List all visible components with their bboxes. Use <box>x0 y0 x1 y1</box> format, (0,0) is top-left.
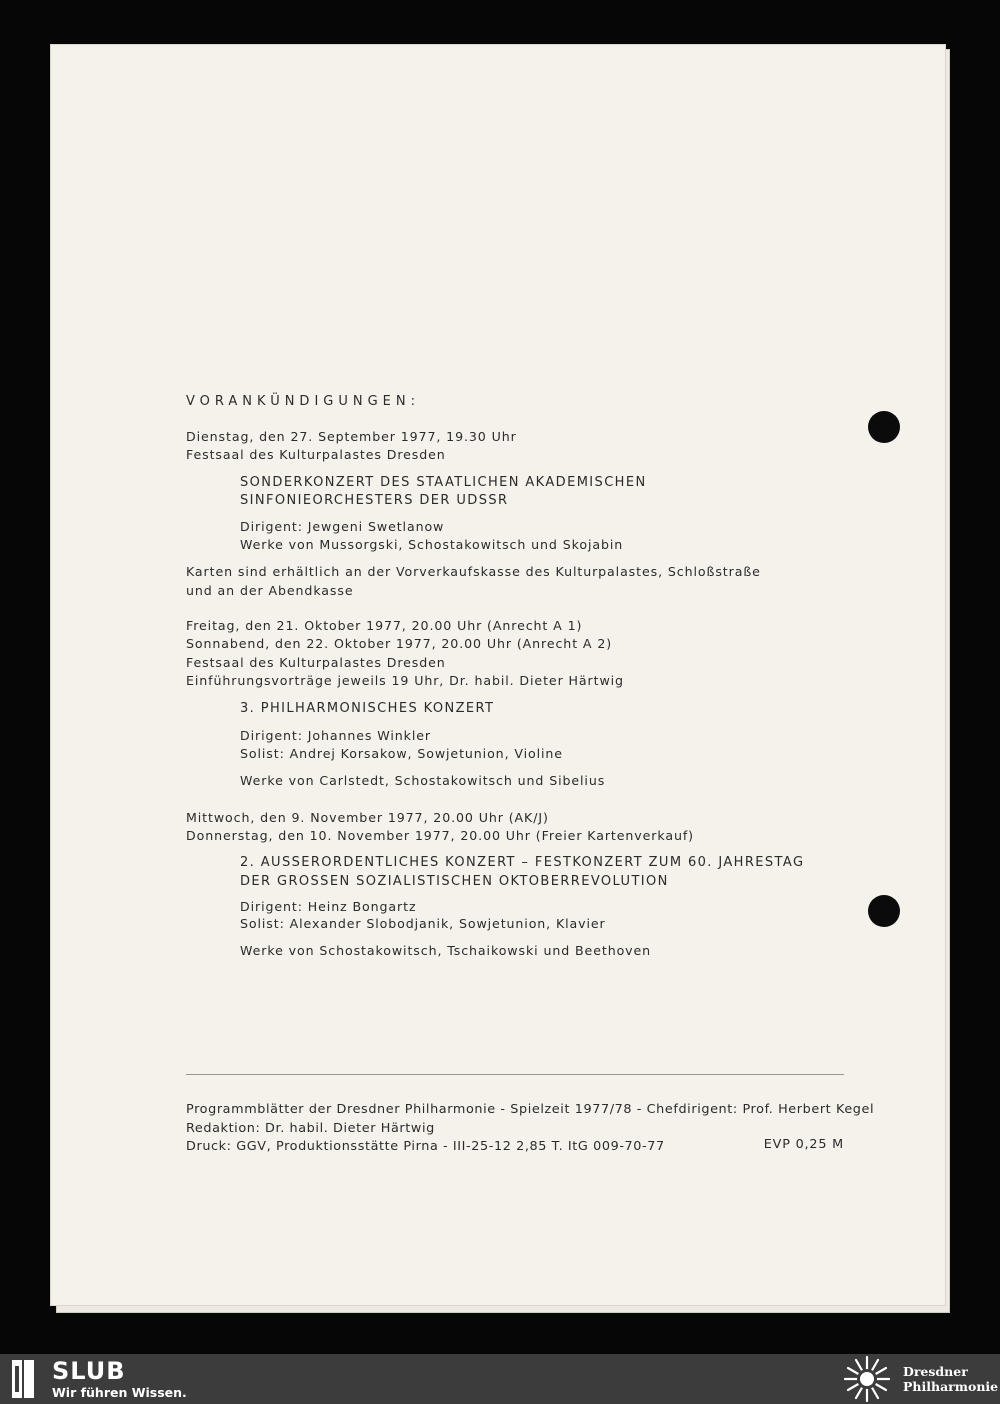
footer-divider <box>186 1074 844 1075</box>
event3-soloist: Solist: Alexander Slobodjanik, Sowjetunion, Klavier <box>240 916 606 931</box>
event1-title-line2: SINFONIEORCHESTERS DER UDSSR <box>240 493 509 508</box>
event3-date2: Donnerstag, den 10. November 1977, 20.00 Uhr (Freier Kartenverkauf) <box>186 828 694 843</box>
event1-title-line1: SONDERKONZERT DES STAATLICHEN AKADEMISCHEN <box>240 475 647 490</box>
event2-venue: Festsaal des Kulturpalastes Dresden <box>186 655 446 670</box>
event3-title-line2: DER GROSSEN SOZIALISTISCHEN OKTOBERREVOLUTION <box>240 874 669 889</box>
event2-conductor: Dirigent: Johannes Winkler <box>240 728 431 743</box>
event2-soloist: Solist: Andrej Korsakow, Sowjetunion, Violine <box>240 746 563 761</box>
program-sheet <box>50 44 946 1306</box>
event3-conductor: Dirigent: Heinz Bongartz <box>240 899 417 914</box>
event3-date1: Mittwoch, den 9. November 1977, 20.00 Uhr (AK/J) <box>186 810 549 825</box>
dp-name-line2[interactable]: Philharmonie <box>903 1379 999 1394</box>
event2-date1: Freitag, den 21. Oktober 1977, 20.00 Uhr (Anrecht A 1) <box>186 618 583 633</box>
event1-tickets-line1: Karten sind erhältlich an der Vorverkaufskasse des Kulturpalastes, Schloßstraße <box>186 564 761 579</box>
event3-title-line1: 2. AUSSERORDENTLICHES KONZERT – FESTKONZERT ZUM 60. JAHRESTAG <box>240 855 805 870</box>
slub-logo-icon[interactable] <box>12 1358 42 1400</box>
announcements-heading: VORANKÜNDIGUNGEN: <box>186 394 420 409</box>
event1-venue: Festsaal des Kulturpalastes Dresden <box>186 447 446 462</box>
viewer-footer-bar <box>0 1354 1000 1404</box>
slub-tagline: Wir führen Wissen. <box>52 1385 187 1400</box>
event3-works: Werke von Schostakowitsch, Tschaikowski und Beethoven <box>240 943 652 958</box>
slub-name[interactable]: SLUB <box>52 1357 126 1385</box>
event2-title: 3. PHILHARMONISCHES KONZERT <box>240 701 495 716</box>
price-label: EVP 0,25 M <box>763 1137 844 1152</box>
footer-line1: Programmblätter der Dresdner Philharmonie - Spielzeit 1977/78 - Chefdirigent: Prof. Herbert Kegel <box>186 1102 875 1117</box>
footer-line3: Druck: GGV, Produktionsstätte Pirna - III-25-12 2,85 T. ItG 009-70-77 <box>186 1139 665 1154</box>
event1-conductor: Dirigent: Jewgeni Swetlanow <box>240 519 445 534</box>
footer-line2: Redaktion: Dr. habil. Dieter Härtwig <box>186 1121 435 1136</box>
event1-tickets-line2: und an der Abendkasse <box>186 583 354 598</box>
event2-works: Werke von Carlstedt, Schostakowitsch und Sibelius <box>240 773 606 788</box>
punch-hole-top <box>868 411 900 443</box>
event2-lectures: Einführungsvorträge jeweils 19 Uhr, Dr. habil. Dieter Härtwig <box>186 673 624 688</box>
dp-name-line1[interactable]: Dresdner <box>903 1364 968 1379</box>
event1-date: Dienstag, den 27. September 1977, 19.30 Uhr <box>186 429 517 444</box>
event2-date2: Sonnabend, den 22. Oktober 1977, 20.00 Uhr (Anrecht A 2) <box>186 636 613 651</box>
punch-hole-bottom <box>868 895 900 927</box>
dresdner-philharmonie-logo-icon[interactable] <box>841 1355 893 1403</box>
event1-works: Werke von Mussorgski, Schostakowitsch und Skojabin <box>240 537 624 552</box>
